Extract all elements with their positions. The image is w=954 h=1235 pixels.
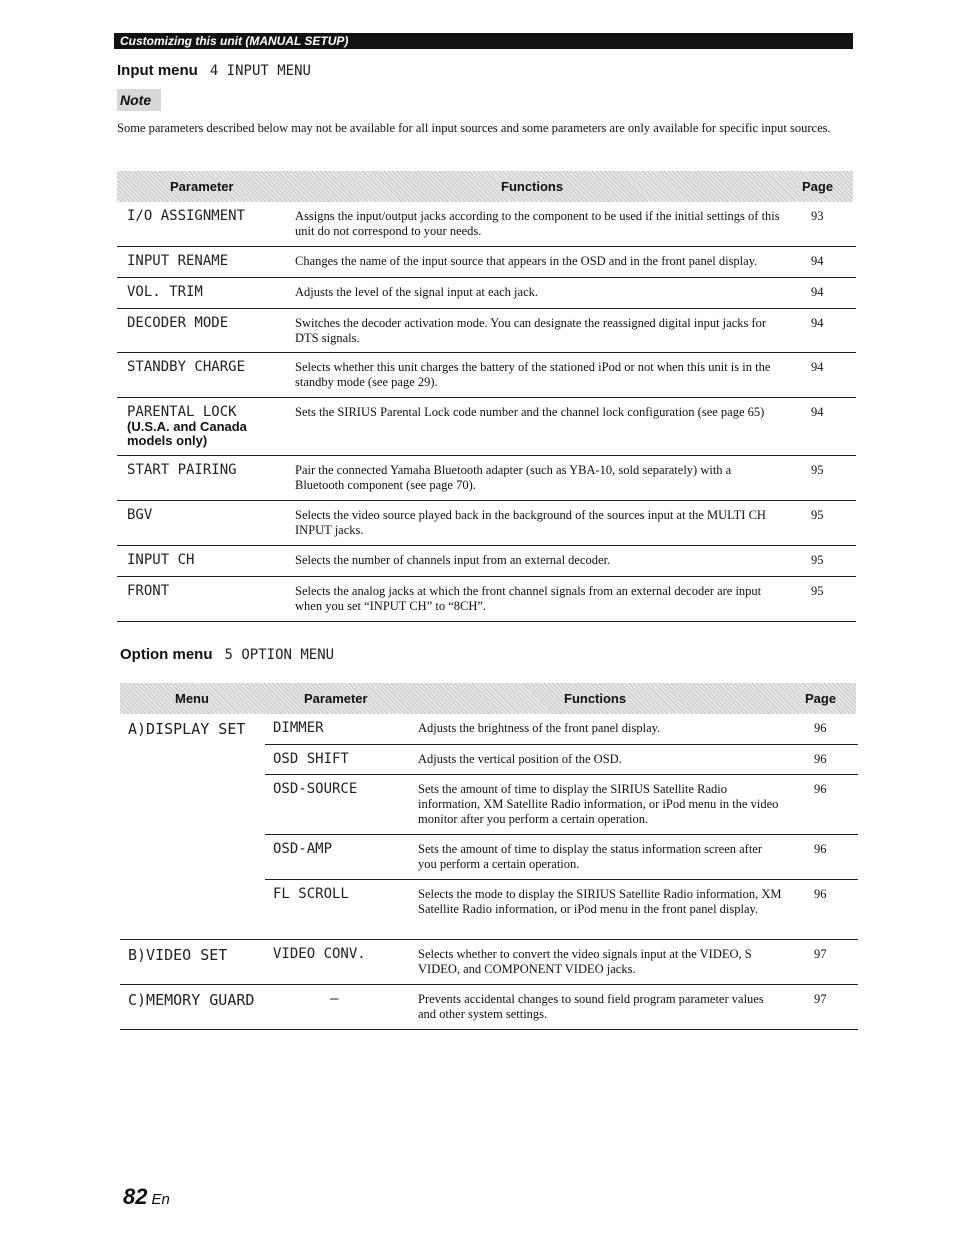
option-param-cell: — [330,991,339,1007]
input-menu-title: Input menu [117,62,198,79]
option-table-row [265,835,858,880]
input-table-row [117,577,856,622]
input-param-cell: VOL. TRIM [127,284,203,300]
input-page-cell: 95 [811,584,824,598]
note-label: Note [117,89,161,111]
option-page-cell: 96 [814,752,827,766]
option-table-row [120,985,858,1030]
input-param-cell: INPUT RENAME [127,253,229,269]
input-page-cell: 95 [811,553,824,567]
option-table-row [120,880,858,940]
input-param-cell: PARENTAL LOCK [127,404,237,420]
input-page-cell: 95 [811,508,824,522]
option-function-cell: Sets the amount of time to display the status information screen after you perform a certain operation. [418,842,763,871]
option-table-row [265,775,858,835]
option-param-cell: OSD SHIFT [273,751,349,767]
option-function-cell: Prevents accidental changes to sound field program parameter values and other system settings. [418,992,764,1021]
input-table-row [117,247,856,278]
input-page-cell: 94 [811,316,824,330]
input-param-cell: STANDBY CHARGE [127,359,246,375]
option-param-cell: OSD-AMP [273,841,333,857]
option-menu-cell: B)VIDEO SET [128,946,228,964]
option-table-row [128,714,858,745]
input-param-cell: I/O ASSIGNMENT [127,208,246,224]
input-menu-heading [117,62,311,80]
input-param-cell: BGV [127,507,153,523]
input-table-row [117,546,856,577]
option-function-cell: Adjusts the vertical position of the OSD. [418,752,622,766]
input-param-cell: DECODER MODE [127,315,229,331]
option-page-cell: 96 [814,721,827,735]
input-page-cell: 94 [811,405,824,419]
input-col-functions: Functions [501,179,564,194]
option-function-cell: Adjusts the brightness of the front panel display. [418,721,661,735]
option-param-cell: DIMMER [273,720,324,736]
option-menu-title: Option menu [120,646,213,663]
option-param-cell: OSD-SOURCE [273,781,358,797]
input-function-cell: Selects the number of channels input from an external decoder. [295,553,611,567]
input-table-row [117,278,856,309]
input-function-cell: Switches the decoder activation mode. You can designate the reassigned digital input jacks for DTS signals. [295,316,767,345]
input-param-note: (U.S.A. and Canada models only) [127,419,247,448]
input-table-row [117,202,856,247]
input-col-parameter: Parameter [170,179,234,194]
section-header-text: Customizing this unit (MANUAL SETUP) [120,34,349,48]
option-menu-heading [120,646,334,664]
section-header-bar [114,33,853,49]
note-paragraph: Some parameters described below may not be available for all input sources and some parameters are only available for specific input sources. [117,121,831,135]
input-table-row [117,309,856,353]
input-table-row [117,501,856,546]
option-menu-display: 5 OPTION MENU [224,647,335,663]
input-table-row [117,353,856,398]
input-table-row [117,398,856,456]
input-function-cell: Assigns the input/output jacks according to the component to be used if the initial settings of this unit do not correspond to your needs. [295,209,780,238]
option-page-cell: 96 [814,842,827,856]
option-page-cell: 97 [814,947,827,961]
option-table-row [265,745,858,775]
page-footer [123,1184,170,1210]
option-menu-cell: C)MEMORY GUARD [128,991,255,1009]
option-table-row [120,940,858,985]
option-page-cell: 97 [814,992,827,1006]
input-function-cell: Selects the video source played back in the background of the sources input at the MULTI CH INPUT jacks. [295,508,766,537]
option-col-functions: Functions [564,691,627,706]
page-language: En [151,1191,170,1208]
option-col-page: Page [805,691,837,706]
option-col-parameter: Parameter [304,691,368,706]
option-function-cell: Selects whether to convert the video signals input at the VIDEO, S VIDEO, and COMPONENT VIDEO jacks. [418,947,752,976]
option-menu-cell: A)DISPLAY SET [128,720,246,738]
input-function-cell: Selects whether this unit charges the battery of the stationed iPod or not when this unit is in the standby mode (see page 29). [295,360,771,389]
option-param-cell: FL SCROLL [273,886,349,902]
input-function-cell: Selects the analog jacks at which the front channel signals from an external decoder are input when you set “INPUT CH” to “8CH”. [295,584,762,613]
option-col-menu: Menu [175,691,209,706]
option-function-cell: Selects the mode to display the SIRIUS Satellite Radio information, XM Satellite Radio information, or iPod menu in the front panel display. [418,887,782,916]
input-param-cell: START PAIRING [127,462,237,478]
input-function-cell: Adjusts the level of the signal input at each jack. [295,285,538,299]
input-page-cell: 94 [811,285,824,299]
option-page-cell: 96 [814,782,827,796]
input-table-row [117,456,856,501]
input-page-cell: 94 [811,254,824,268]
page-number: 82 [123,1184,148,1209]
option-table-header [120,683,856,714]
input-function-cell: Pair the connected Yamaha Bluetooth adapter (such as YBA-10, sold separately) with a Bluetooth component (see page 70). [295,463,732,492]
input-menu-display: 4 INPUT MENU [209,63,311,79]
input-page-cell: 94 [811,360,824,374]
option-function-cell: Sets the amount of time to display the SIRIUS Satellite Radio information, XM Satellite Radio information, or iPod menu in the video monitor after you perform a certain operation. [418,782,779,826]
input-col-page: Page [802,179,834,194]
input-param-cell: FRONT [127,583,170,599]
option-param-cell: VIDEO CONV. [273,946,366,962]
input-table-header [117,171,853,202]
input-param-cell: INPUT CH [127,552,195,568]
input-page-cell: 95 [811,463,824,477]
input-function-cell: Sets the SIRIUS Parental Lock code number and the channel lock configuration (see page 65) [295,405,765,419]
option-page-cell: 96 [814,887,827,901]
input-function-cell: Changes the name of the input source that appears in the OSD and in the front panel display. [295,254,758,268]
input-page-cell: 93 [811,209,824,223]
